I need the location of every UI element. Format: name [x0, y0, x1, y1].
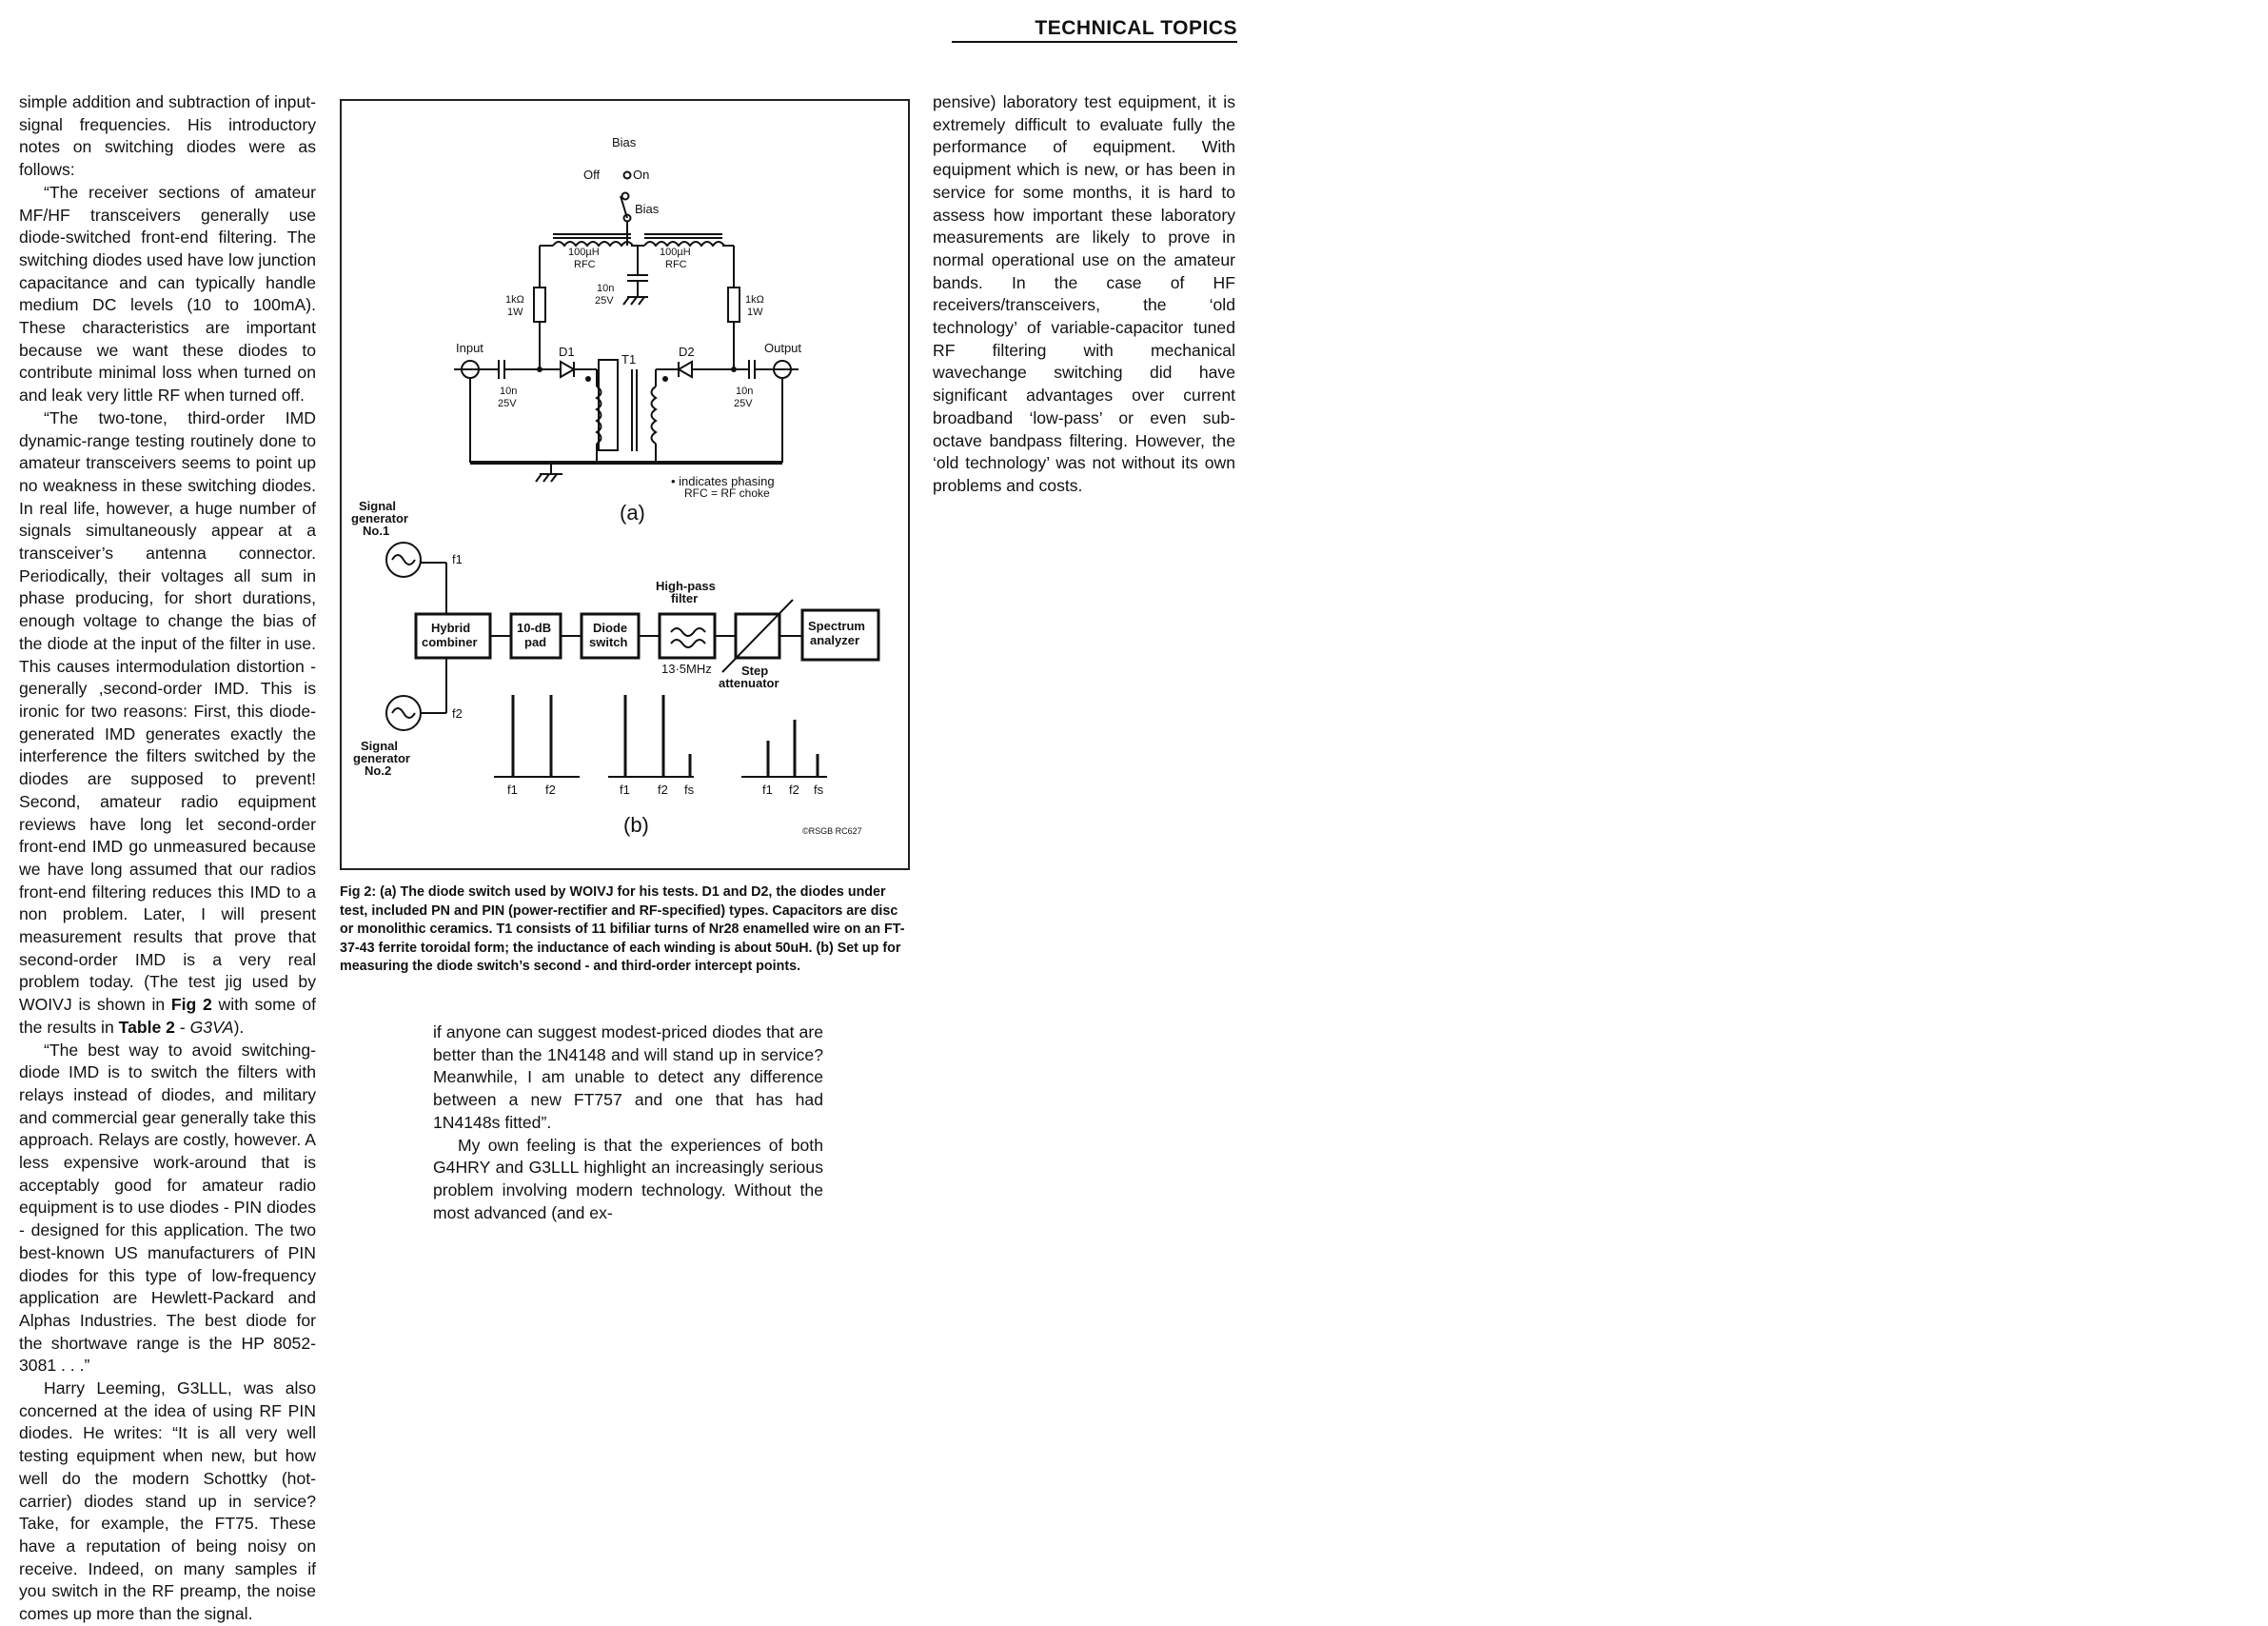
- label-gen2: Signal: [361, 739, 399, 753]
- label-off: Off: [583, 168, 601, 182]
- table-reference[interactable]: Table 2: [118, 1017, 175, 1037]
- header-rule: [952, 41, 1237, 43]
- spectrum-3-f2: f2: [789, 783, 799, 797]
- figure-2-diagram: [342, 101, 912, 872]
- label-on: On: [633, 168, 650, 182]
- figure-credit: ©RSGB RC627: [802, 826, 862, 836]
- label-pad-db: 10-dB: [517, 621, 552, 635]
- paragraph-text: with some of the results in: [19, 995, 316, 1037]
- label-gen2-number: No.2: [365, 763, 392, 778]
- label-resistor-right-power: 1W: [747, 307, 763, 318]
- middle-column: [433, 1021, 823, 1224]
- label-spectrum: Spectrum: [808, 619, 865, 633]
- spectrum-2-f1: f1: [620, 783, 630, 797]
- label-gen2-f2: f2: [452, 706, 463, 721]
- label-combiner: combiner: [422, 635, 478, 649]
- label-gen1: Signal: [359, 499, 397, 513]
- note-phasing: • indicates phasing: [671, 474, 775, 488]
- spectrum-3-f1: f1: [762, 783, 773, 797]
- paragraph: pensive) laboratory test equipment, it is extremely difficult to evaluate fully the performance of equipment. With equipment which is new, or has been in service for some months, it is hard to assess how important these laboratory measurements are likely to prove in normal operational use on the amateur bands. In the case of HF receivers/transceivers, the ‘old technology’ of variable-capacitor tuned RF filtering with mechanical wavechange switching did have significant advantages over current broadband ‘low-pass’ or even sub-octave bandpass filtering. However, the ‘old technology’ was not without its own problems and costs.: [933, 92, 1235, 495]
- label-d2: D2: [679, 345, 695, 359]
- label-rfc-left: RFC: [574, 259, 596, 270]
- spectrum-2-fs: fs: [684, 783, 695, 797]
- spectrum-1-f1: f1: [507, 783, 518, 797]
- label-resistor-left-power: 1W: [507, 307, 523, 318]
- label-attenuator: attenuator: [719, 676, 779, 690]
- label-gen1-f1: f1: [452, 552, 463, 566]
- author-callsign: G3VA: [189, 1017, 234, 1037]
- paragraph: “The best way to avoid switching-diode IMD is to switch the filters with relays instead of diodes, and military and commercial gear generally take this approach. Relays are costly, however. A less expensive work-around that is acceptably good for amateur radio equipment is to use diodes - PIN diodes - designed for this application. The two best-known US manufacturers of PIN diodes for this type of low-frequency application are Hewlett-Packard and Alphas Industries. The best diode for the shortwave range is the HP 8052-3081 . . .”: [19, 1040, 316, 1376]
- label-hybrid: Hybrid: [431, 621, 471, 635]
- label-cap-input-voltage: 25V: [498, 398, 517, 409]
- note-rfc: RFC = RF choke: [684, 486, 770, 500]
- right-column: [933, 91, 1235, 498]
- paragraph-text: ).: [233, 1017, 245, 1037]
- label-cap-output-voltage: 25V: [734, 398, 753, 409]
- spectrum-3-fs: fs: [814, 783, 824, 797]
- label-rfc-right: RFC: [665, 259, 687, 270]
- label-gen2-generator: generator: [353, 751, 410, 765]
- label-step: Step: [741, 664, 769, 678]
- left-column: [19, 91, 316, 1626]
- label-bias: Bias: [612, 135, 637, 149]
- figure-caption: Fig 2: (a) The diode switch used by WOIVJ for his tests. D1 and D2, the diodes under test, included PN and PIN (power-rectifier and RF-specified) types. Capacitors are disc or monolithic ceramics. T1 consists of 11 bifiliar turns of Nr28 enamelled wire on an FT-37-43 ferrite toroidal form; the inductance of each winding is about 50uH. (b) Set up for measuring the diode switch’s second - and third-order intercept points.: [340, 884, 905, 975]
- figure-reference[interactable]: Fig 2: [170, 995, 212, 1015]
- label-bias-2: Bias: [635, 202, 660, 216]
- section-header: TECHNICAL TOPICS: [1035, 17, 1237, 39]
- label-switch: switch: [589, 635, 628, 649]
- label-highpass: High-pass: [656, 579, 716, 593]
- spectrum-2-f2: f2: [658, 783, 668, 797]
- label-diode: Diode: [593, 621, 628, 635]
- label-gen1-number: No.1: [363, 524, 390, 538]
- paragraph: Harry Leeming, G3LLL, was also concerned at the idea of using RF PIN diodes. He writes: “It is all very well testing equipment when new, but how well do the modern Schottky (hot-carrier) diodes stand up in service? Take, for example, the FT75. These have a reputation of being noisy on receive. Indeed, on many samples if you switch in the RF preamp, the noise comes up more than the signal.: [19, 1378, 316, 1624]
- label-input: Input: [456, 341, 483, 355]
- label-cap-center: 10n: [597, 283, 615, 294]
- label-resistor-left: 1kΩ: [505, 294, 524, 306]
- spectrum-1-f2: f2: [545, 783, 556, 797]
- label-part-b: (b): [623, 813, 649, 837]
- paragraph-text: -: [174, 1017, 190, 1037]
- paragraph: [19, 407, 316, 1040]
- label-pad: pad: [524, 635, 547, 649]
- label-d1: D1: [559, 345, 575, 359]
- label-cap-center-voltage: 25V: [595, 295, 614, 307]
- paragraph: if anyone can suggest modest-priced diodes that are better than the 1N4148 and will stand up in service? Meanwhile, I am unable to detect any difference between a new FT757 and one that has had 1N4148s fitted”.: [433, 1022, 823, 1132]
- label-output: Output: [764, 341, 802, 355]
- label-cap-input: 10n: [500, 386, 518, 397]
- label-t1: T1: [621, 352, 637, 367]
- paragraph: simple addition and subtraction of input-signal frequencies. His introductory notes on switching diodes were as follows:: [19, 92, 316, 180]
- label-filter: filter: [671, 591, 699, 605]
- label-cap-output: 10n: [736, 386, 754, 397]
- label-analyzer: analyzer: [810, 633, 860, 647]
- label-hp-frequency: 13·5MHz: [661, 662, 712, 676]
- paragraph: “The receiver sections of amateur MF/HF transceivers generally use diode-switched front-end filtering. The switching diodes used have low junction capacitance and can typically handle medium DC levels (10 to 100mA). These characteristics are important because we want these diodes to contribute minimal loss when turned on and leak very little RF when turned off.: [19, 182, 316, 406]
- label-rfc-left-value: 100µH: [568, 247, 600, 258]
- label-part-a: (a): [620, 501, 645, 525]
- label-resistor-right: 1kΩ: [745, 294, 764, 306]
- paragraph: My own feeling is that the experiences of both G4HRY and G3LLL highlight an increasingly serious problem involving modern technology. Without the most advanced (and ex-: [433, 1135, 823, 1222]
- paragraph-text: “The two-tone, third-order IMD dynamic-range testing routinely done to amateur transceivers seems to point up no weakness in these switching diodes. In real life, however, a huge number of signals simultaneously appear at a transceiver’s antenna connector. Periodically, their voltages all sum in phase producing, for short durations, enough voltage to change the bias of the diode at the input of the filter in use. This causes intermodulation distortion - generally ,second-order IMD. This is ironic for two reasons: First, this diode-generated IMD generates exactly the interference the filters switched by the diodes are supposed to prevent! Second, amateur radio equipment reviews have long let second-order front-end IMD go unmeasured because we have long assumed that our radios front-end filtering reduces this IMD to a non problem. Later, I will present measurement results that prove that second-order IMD is a very real problem today. (The test jig used by WOIVJ is shown in: [19, 407, 316, 1015]
- label-gen1-generator: generator: [351, 511, 408, 525]
- figure-2: [340, 99, 910, 870]
- label-rfc-right-value: 100µH: [660, 247, 691, 258]
